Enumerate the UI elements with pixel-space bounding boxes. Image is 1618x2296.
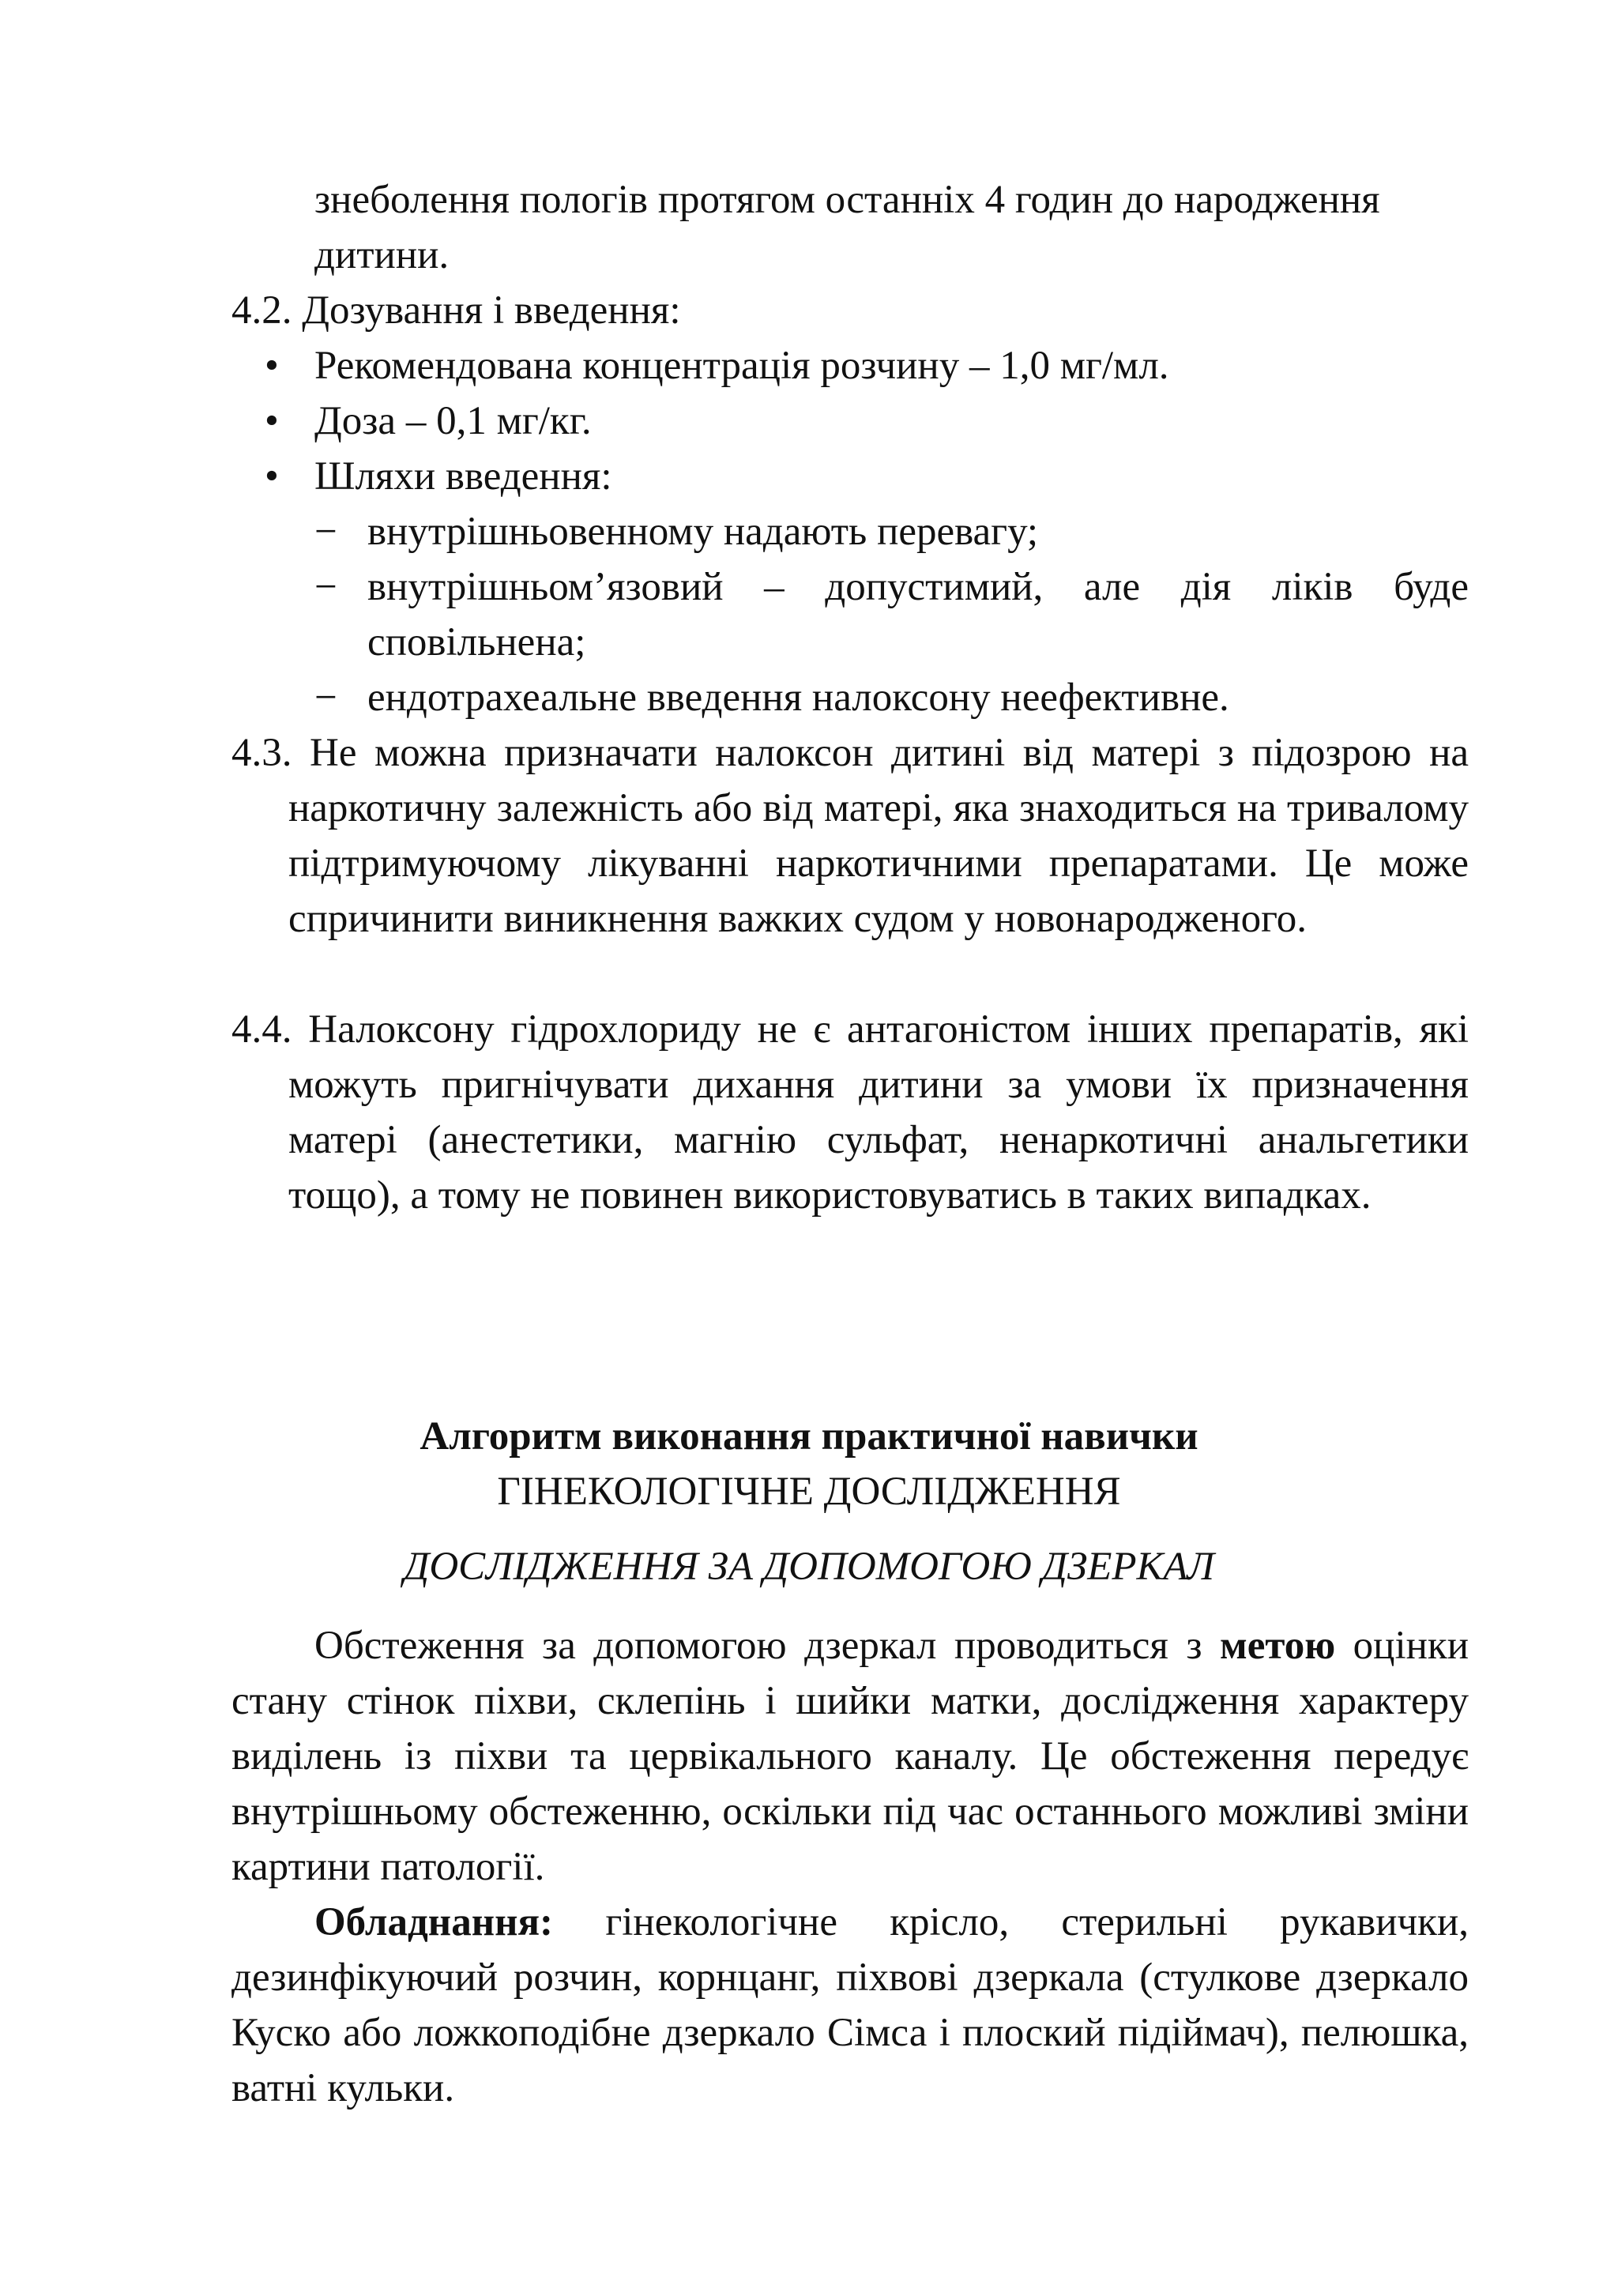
section-number: 4.4. xyxy=(231,1007,292,1052)
bullet-mark: • xyxy=(265,399,279,443)
continuation-line-2: дитини. xyxy=(314,233,450,277)
section-4-2-heading xyxy=(231,283,1469,338)
section-4-3 xyxy=(231,725,1469,947)
section-title: Дозування і введення: xyxy=(302,288,681,333)
continuation-text xyxy=(314,172,1469,283)
section-4-4-text: Налоксону гідрохлориду не є антагоністом інших препаратів, які можуть пригнічувати дихання дитини за умови їх призначення матері (анестетики, магнію сульфат, ненаркотичні анальгетики тощо), а тому не повинен використовуватись в таких випадках. xyxy=(288,1007,1469,1218)
dash-item xyxy=(314,559,1469,670)
section-4-3-text: Не можна призначати налоксон дитині від матері з підозрою на наркотичну залежність або від матері, яка знаходиться на тривалому підтримуючому лікуванні наркотичними препаратами. Це може спричинити виникнення важких судом у новонародженого. xyxy=(288,731,1469,941)
section-4-4 xyxy=(231,1002,1469,1223)
algorithm-title: Алгоритм виконання практичної навички xyxy=(420,1414,1198,1459)
dash-mark: − xyxy=(314,510,337,554)
bullet-mark: • xyxy=(265,454,279,499)
section-title-italic: ДОСЛІДЖЕННЯ ЗА ДОПОМОГОЮ ДЗЕРКАЛ xyxy=(403,1545,1215,1589)
algorithm-subtitle: ГІНЕКОЛОГІЧНЕ ДОСЛІДЖЕННЯ xyxy=(497,1470,1121,1514)
para2-after: гінекологічне крісло, стерильні рукавички, дезинфікуючий розчин, корнцанг, піхвові дзеркала (стулкове дзеркало Куско або ложкоподібне дзеркало Сімса і плоский підіймач), пелюшка, ватні кульки. xyxy=(231,1900,1469,2110)
dash-item xyxy=(314,670,1469,725)
para1-before: Обстеження за допомогою дзеркал проводиться з xyxy=(314,1624,1220,1668)
section-number: 4.2. xyxy=(231,288,292,333)
dash-text: внутрішньовенному надають перевагу; xyxy=(367,510,1039,554)
para2-bold: Обладнання: xyxy=(314,1900,554,1944)
bullet-mark: • xyxy=(265,344,279,388)
section-text xyxy=(231,725,1469,947)
bullet-text: Шляхи введення: xyxy=(314,454,612,499)
dash-item xyxy=(314,504,1469,559)
section-text xyxy=(231,1002,1469,1223)
paragraph-equipment xyxy=(231,1895,1469,2116)
para1-bold: метою xyxy=(1219,1624,1336,1668)
dash-text: ендотрахеальне введення налоксону неефективне. xyxy=(367,676,1229,720)
para1-after: оцінки стану стінок піхви, склепінь і шийки матки, дослідження характеру виділень із піхви та цервікального каналу. Це обстеження передує внутрішньому обстеженню, оскільки під час останнього можливі зміни картини патології. xyxy=(231,1624,1469,1889)
dash-mark: − xyxy=(314,676,337,720)
dash-mark: − xyxy=(314,565,337,609)
section-number: 4.3. xyxy=(231,731,292,775)
paragraph-purpose xyxy=(231,1618,1469,1895)
dash-text: внутрішньом’язовий – допустимий, але дія ліків буде сповільнена; xyxy=(367,565,1469,664)
bullet-text: Рекомендована концентрація розчину – 1,0 мг/мл. xyxy=(314,344,1169,388)
bullet-text: Доза – 0,1 мг/кг. xyxy=(314,399,592,443)
continuation-line-1: знеболення пологів протягом останніх 4 годин до народження xyxy=(314,178,1380,222)
